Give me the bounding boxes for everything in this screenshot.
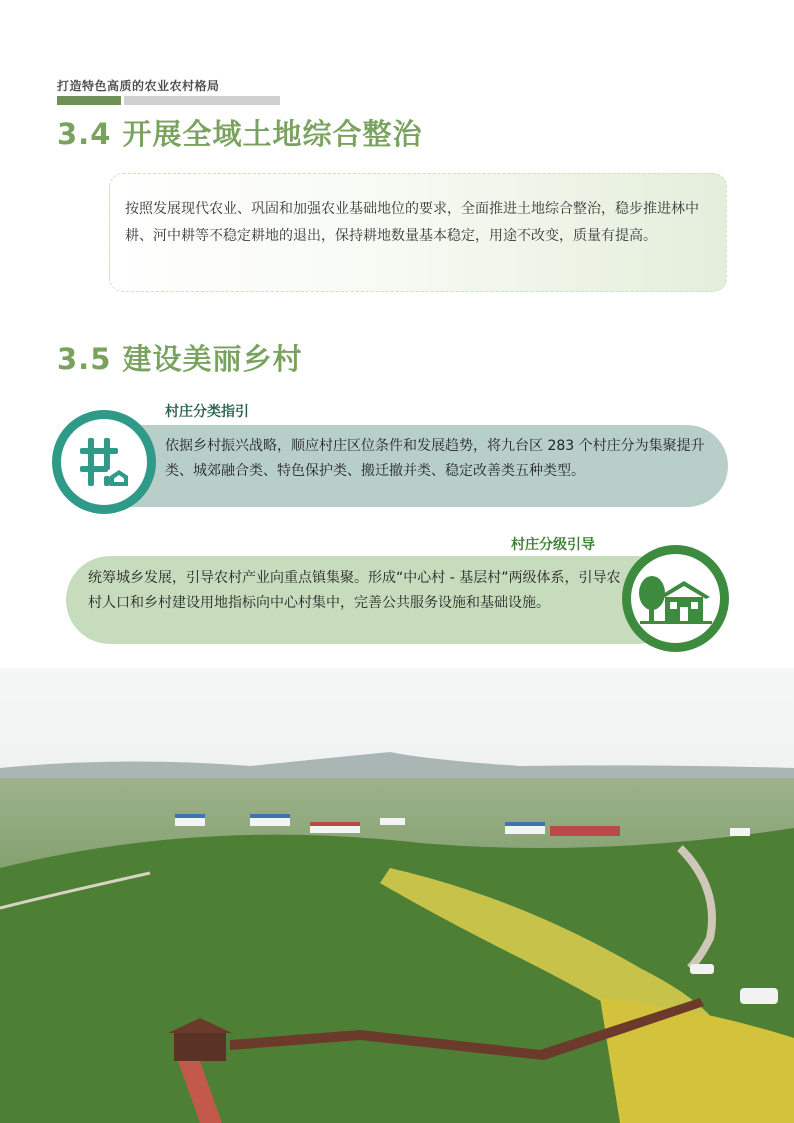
intro-box: [109, 173, 727, 292]
header-bar-green: [57, 96, 121, 105]
intro-text: 按照发展现代农业、巩固和加强农业基础地位的要求，全面推进土地综合整治，稳步推进林中耕、河中耕等不稳定耕地的退出，保持耕地数量基本稳定，用途不改变，质量有提高。: [125, 201, 699, 244]
house-tree-icon: [636, 569, 716, 629]
item1-text: 依据乡村振兴战略，顺应村庄区位条件和发展趋势，将九台区 283 个村庄分为集聚提升类、城郊融合类、特色保护类、搬迁撤并类、稳定改善类五种类型。: [165, 438, 705, 479]
header-bar-gray: [124, 96, 280, 105]
item2-circle-inner: [631, 554, 720, 643]
section-heading-3-4: 3.4 开展全域土地综合整治: [57, 117, 423, 151]
item2-label: 村庄分级引导: [511, 537, 595, 553]
item1-pill: [95, 425, 728, 507]
item1-circle-inner: [61, 419, 147, 505]
header-title: 打造特色高质的农业农村格局: [57, 79, 220, 93]
item2-text: 统筹城乡发展，引导农村产业向重点镇集聚。形成“中心村 - 基层村”两级体系，引导农村人口和乡村建设用地指标向中心村集中，完善公共服务设施和基础设施。: [88, 570, 621, 611]
rural-landscape-photo: [0, 668, 794, 1123]
item1-circle: [52, 410, 156, 514]
village-grid-icon: [74, 432, 134, 492]
item2-circle: [622, 545, 729, 652]
section-heading-3-5: 3.5 建设美丽乡村: [57, 342, 303, 376]
item1-label: 村庄分类指引: [165, 404, 249, 420]
item2-pill: [66, 556, 681, 644]
